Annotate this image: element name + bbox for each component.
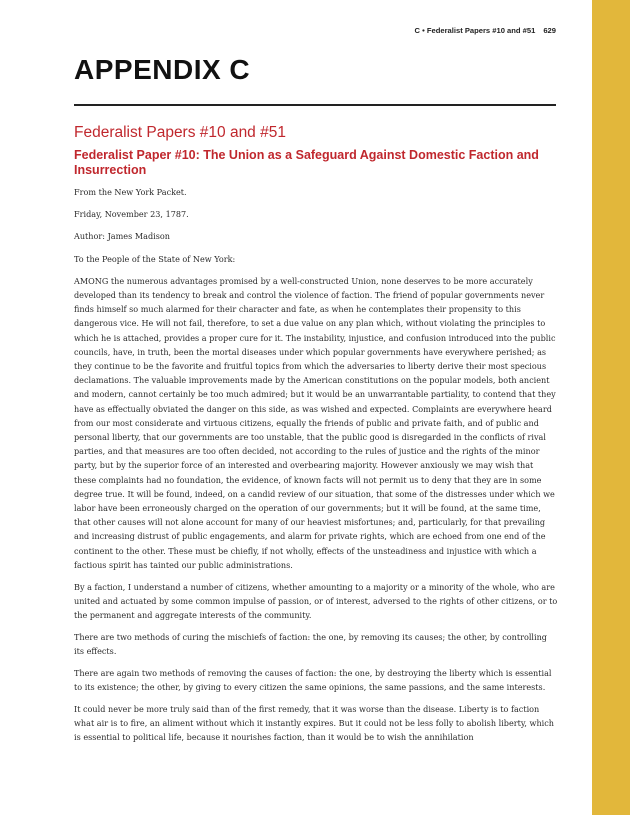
- title-rule: [74, 104, 556, 106]
- running-head: [414, 26, 556, 35]
- body-paragraph: By a faction, I understand a number of citizens, whether amounting to a majority or a minority of the whole, who are united and actuated by some common impulse of passion, or of interest, adversed to the rights of other citizens, or to the permanent and aggregate interests of the community.: [74, 581, 558, 620]
- page-number: 629: [543, 26, 556, 35]
- date-line: Friday, November 23, 1787.: [74, 209, 189, 220]
- body-paragraph: It could never be more truly said than of the first remedy, that it was worse than the disease. Liberty is to faction what air is to fire, an aliment without which it instantly expires. But it could not be less folly to abolish liberty, which is essential to political life, because it nourishes faction, than it would be to wish the annihilation: [74, 703, 554, 742]
- subsection-title: Federalist Paper #10: The Union as a Safeguard Against Domestic Faction and Insurrection: [74, 148, 539, 177]
- sidebar-accent-band: [592, 0, 630, 815]
- running-head-title: C • Federalist Papers #10 and #51: [414, 26, 536, 35]
- body-paragraph: AMONG the numerous advantages promised by a well-constructed Union, none deserves to be more accurately developed than its tendency to break and control the violence of faction. The friend of popular governments never finds himself so much alarmed for their character and fate, as when he contemplates their propensity to this dangerous vice. He will not fail, therefore, to set a due value on any plan which, without violating the principles to which he is attached, provides a proper cure for it. The instability, injustice, and confusion introduced into the public councils, have, in truth, been the mortal diseases under which popular governments have everywhere perished; as they continue to be the favorite and fruitful topics from which the adversaries to liberty derive their most specious declamations. The valuable improvements made by the American constitutions on the popular models, both ancient and modern, cannot certainly be too much admired; but it would be an unwarrantable partiality, to contend that they have as effectually obviated the danger on this side, as was wished and expected. Complaints are everywhere heard from our most considerate and virtuous citizens, equally the friends of public and private faith, and of public and personal liberty, that our governments are too unstable, that the public good is disregarded in the conflicts of rival parties, and that measures are too often decided, not according to the rules of justice and the rights of the minor party, but by the superior force of an interested and overbearing majority. However anxiously we may wish that these complaints had no foundation, the evidence, of known facts will not permit us to deny that they are in some degree true. It will be found, indeed, on a candid review of our situation, that some of the distresses under which we labor have been erroneously charged on the operation of our governments; but it will be found, at the same time, that other causes will not alone account for many of our heaviest misfortunes; and, particularly, for that prevailing and increasing distrust of public engagements, and alarm for private rights, which are echoed from one end of the continent to the other. These must be chiefly, if not wholly, effects of the unsteadiness and injustice with which a factious spirit has tainted our public administrations.: [74, 275, 556, 570]
- section-title: Federalist Papers #10 and #51: [74, 124, 286, 141]
- source-line: From the New York Packet.: [74, 187, 187, 197]
- body-paragraph: There are again two methods of removing the causes of faction: the one, by destroying the liberty which is essential to its existence; the other, by giving to every citizen the same opinions, the same passions, and the same interests.: [74, 667, 552, 692]
- author-line: Author: James Madison: [74, 231, 170, 242]
- appendix-title: APPENDIX C: [74, 54, 251, 85]
- body-paragraph: There are two methods of curing the mischiefs of faction: the one, by removing its causes; the other, by controlling its effects.: [74, 631, 547, 656]
- page-content: [74, 124, 558, 752]
- salutation-line: To the People of the State of New York:: [74, 253, 236, 264]
